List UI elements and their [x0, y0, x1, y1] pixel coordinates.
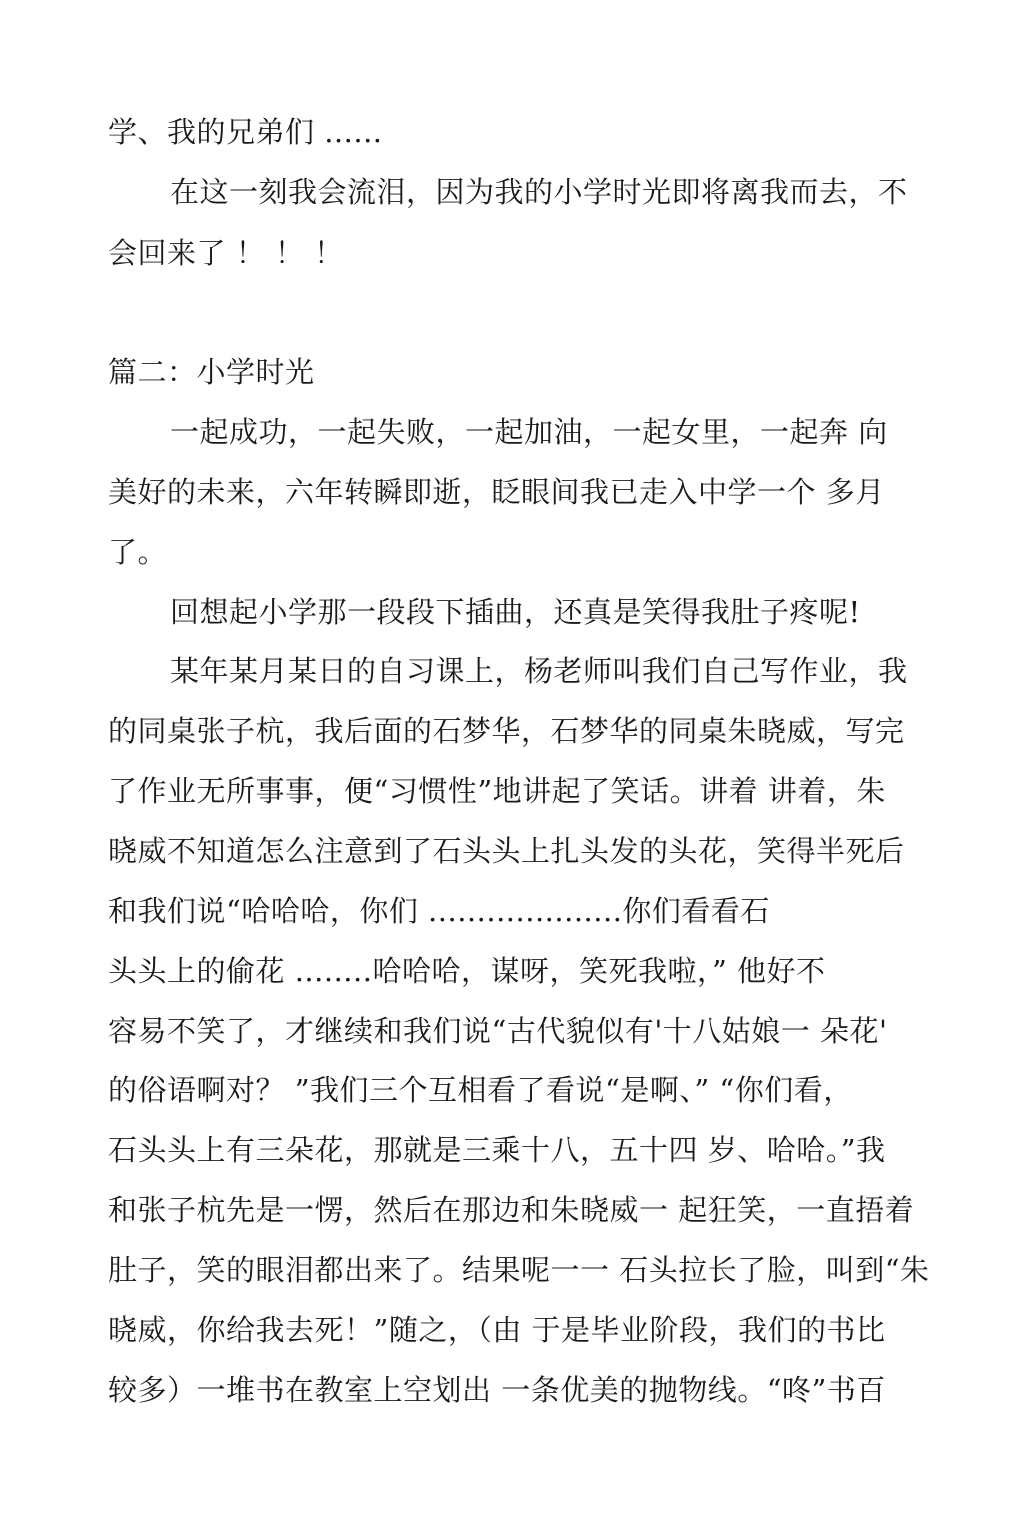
text-line-15: 容易不笑了，才继续和我们说“古代貌似有'十八姑娘一 朵花' [108, 1014, 888, 1048]
text-line-21: 较多）一堆书在教室上空划出 一条优美的抛物线。“咚”书百 [108, 1373, 886, 1407]
text-line-13: 和我们说“哈哈哈，你们 ....................你们看看石 [108, 894, 770, 928]
text-line-1: 学、我的兄弟们 ...... [108, 115, 383, 149]
text-line-7: 了。 [108, 535, 168, 569]
text-line-19: 肚子，笑的眼泪都出来了。结果呢一一 石头拉长了脸，叫到“朱 [108, 1253, 930, 1287]
text-line-9: 某年某月某日的自习课上，杨老师叫我们自己写作业，我 [170, 654, 908, 688]
text-line-6: 美好的未来，六年转瞬即逝，眨眼间我已走入中学一个 多月 [108, 475, 885, 509]
text-line-5: 一起成功，一起失败，一起加油，一起女里，一起奔 向 [170, 415, 888, 449]
text-line-20: 晓威，你给我去死！”随之，（由 于是毕业阶段，我们的书比 [108, 1313, 886, 1347]
text-line-18: 和张子杭先是一愣，然后在那边和朱晓威一 起狂笑，一直捂着 [108, 1193, 915, 1227]
text-line-14: 头头上的偷花 ........哈哈哈，谋呀，笑死我啦，” 他好不 [108, 954, 826, 988]
text-line-12: 晓威不知道怎么注意到了石头头上扎头发的头花，笑得半死后 [108, 834, 905, 868]
text-line-8: 回想起小学那一段段下插曲，还真是笑得我肚子疼呢! [170, 595, 861, 629]
text-line-3: 会回来了 ！ ！ ！ [108, 236, 344, 270]
text-line-11: 了作业无所事事，便“习惯性”地讲起了笑话。讲着 讲着，朱 [108, 774, 886, 808]
text-line-2: 在这一刻我会流泪，因为我的小学时光即将离我而去，不 [170, 175, 908, 209]
text-line-17: 石头头上有三朵花，那就是三乘十八，五十四 岁、哈哈。”我 [108, 1133, 886, 1167]
section-heading: 篇二：小学时光 [108, 355, 315, 389]
text-line-10: 的同桌张子杭，我后面的石梦华，石梦华的同桌朱晓威，写完 [108, 714, 905, 748]
text-line-16: 的俗语啊对？ ”我们三个互相看了看说“是啊、” “你们看， [108, 1073, 853, 1107]
